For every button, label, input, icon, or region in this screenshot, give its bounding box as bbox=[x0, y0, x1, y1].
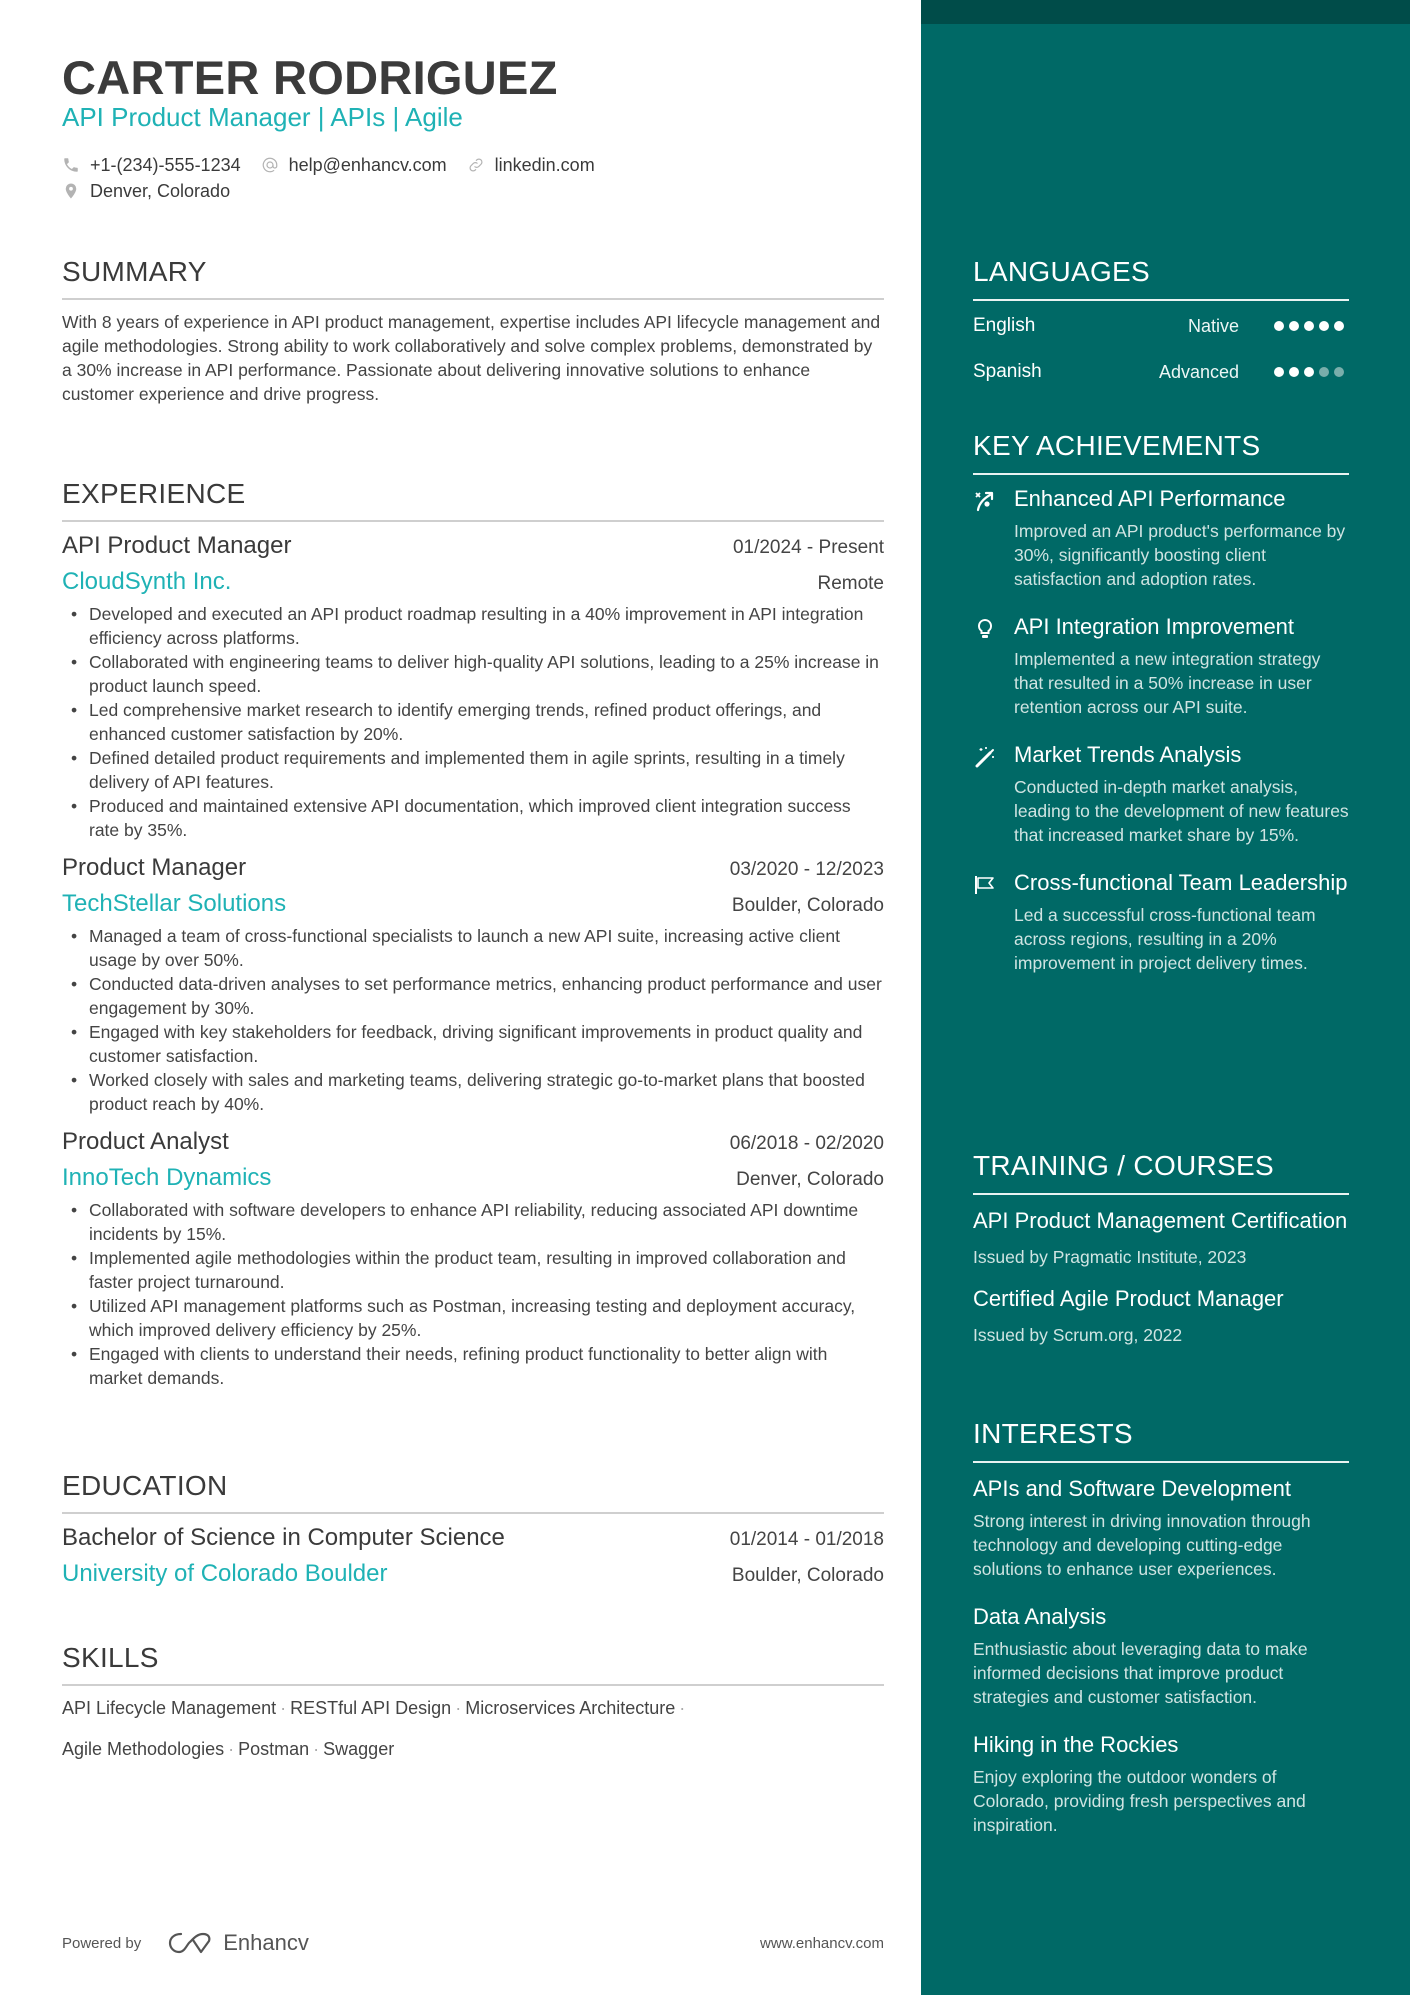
magic-wand-icon bbox=[973, 745, 997, 769]
bullet-item: • Developed and executed an API product roadmap resulting in a 40% improvement in API integration efficiency across platforms. bbox=[62, 602, 884, 650]
contact-location bbox=[62, 181, 230, 202]
at-icon bbox=[261, 156, 279, 174]
flag-icon bbox=[973, 873, 997, 897]
bullet-item: • Implemented agile methodologies within the product team, resulting in improved collaboration and faster project turnaround. bbox=[62, 1246, 884, 1294]
bullet-item: • Collaborated with software developers to enhance API reliability, reducing associated API downtime incidents by 15%. bbox=[62, 1198, 884, 1246]
brand-name: Enhancv bbox=[223, 1930, 309, 1955]
interests-section bbox=[973, 1418, 1349, 1837]
language-item bbox=[973, 349, 1349, 395]
link-text[interactable]: linkedin.com bbox=[494, 154, 595, 175]
skills-section bbox=[62, 1642, 884, 1770]
summary-text: With 8 years of experience in API product management, expertise includes API lifecycle management and agile methodologies. Strong ability to work collaboratively and solve complex problems, demonstrated by a 30% increase in API performance. Passionate about delivering innovative solutions to enhance customer experience and drive progress. bbox=[62, 312, 881, 404]
sidebar-top-bar bbox=[921, 0, 1410, 24]
experience-section bbox=[62, 478, 884, 1390]
dot-filled bbox=[1289, 321, 1299, 331]
training-section bbox=[973, 1150, 1349, 1347]
dot-empty bbox=[1334, 367, 1344, 377]
dot-filled bbox=[1319, 321, 1329, 331]
contact-link[interactable] bbox=[467, 155, 595, 176]
job-location: Denver, Colorado bbox=[736, 1169, 884, 1190]
school: University of Colorado Boulder bbox=[62, 1560, 388, 1587]
job-entry bbox=[62, 1128, 884, 1390]
divider bbox=[62, 1684, 884, 1686]
achievement-desc: Conducted in-depth market analysis, leading to the development of new features that increased market share by 15%. bbox=[1014, 777, 1349, 845]
bullet-item: • Produced and maintained extensive API documentation, which improved client integration success rate by 35%. bbox=[62, 794, 884, 842]
email-text[interactable]: help@enhancv.com bbox=[288, 154, 447, 175]
contact-info bbox=[62, 152, 615, 204]
job-entry bbox=[62, 532, 884, 842]
achievement-desc: Implemented a new integration strategy that resulted in a 50% increase in user retention across our API suite. bbox=[1014, 649, 1321, 717]
interest-desc: Enthusiastic about leveraging data to make informed decisions that improve product strategies and customer satisfaction. bbox=[973, 1639, 1308, 1707]
skill-tag: Microservices Architecture bbox=[465, 1698, 676, 1718]
section-title: SKILLS bbox=[62, 1642, 159, 1673]
separator: · bbox=[280, 1698, 287, 1718]
language-name: Spanish bbox=[973, 361, 1042, 382]
job-bullets bbox=[62, 924, 884, 1116]
separator: · bbox=[679, 1698, 686, 1718]
divider bbox=[973, 1461, 1349, 1463]
bullet-item: • Defined detailed product requirements and implemented them in agile sprints, resulting in a timely delivery of API features. bbox=[62, 746, 884, 794]
dot-filled bbox=[1304, 321, 1314, 331]
job-title: Product Manager bbox=[62, 854, 247, 881]
achievement-desc: Led a successful cross-functional team across regions, resulting in a 20% improvement in project delivery times. bbox=[1014, 905, 1316, 973]
job-bullets bbox=[62, 602, 884, 842]
achievement-desc: Improved an API product's performance by 30%, significantly boosting client satisfaction and adoption rates. bbox=[1014, 521, 1346, 589]
education-location: Boulder, Colorado bbox=[731, 1565, 884, 1586]
contact-phone bbox=[62, 155, 241, 176]
separator: · bbox=[313, 1739, 320, 1759]
section-title: TRAINING / COURSES bbox=[973, 1150, 1274, 1181]
job-entry bbox=[62, 854, 884, 1116]
achievement-item bbox=[973, 741, 1349, 847]
bullet-item: • Managed a team of cross-functional specialists to launch a new API suite, increasing active client usage by over 50%. bbox=[62, 924, 884, 972]
enhancv-logo[interactable] bbox=[167, 1930, 309, 1956]
interest-title: Hiking in the Rockies bbox=[973, 1732, 1179, 1757]
bullet-item: • Led comprehensive market research to identify emerging trends, refined product offerings, and enhanced customer satisfaction by 20%. bbox=[62, 698, 884, 746]
section-title: LANGUAGES bbox=[973, 256, 1150, 287]
skill-tag: RESTful API Design bbox=[290, 1698, 452, 1718]
job-location: Boulder, Colorado bbox=[731, 895, 884, 916]
phone-icon bbox=[62, 156, 80, 174]
lightbulb-icon bbox=[973, 617, 997, 641]
divider bbox=[973, 473, 1349, 475]
divider bbox=[62, 520, 884, 522]
course-issuer: Issued by Pragmatic Institute, 2023 bbox=[973, 1247, 1247, 1267]
summary-section bbox=[62, 256, 884, 406]
skill-tag: API Lifecycle Management bbox=[62, 1698, 277, 1718]
dot-filled bbox=[1334, 321, 1344, 331]
proficiency-dots bbox=[1274, 367, 1349, 377]
job-bullets bbox=[62, 1198, 884, 1390]
skill-tag: Postman bbox=[238, 1739, 310, 1759]
section-title: EDUCATION bbox=[62, 1470, 228, 1501]
headline: API Product Manager | APIs | Agile bbox=[62, 102, 463, 132]
job-company: CloudSynth Inc. bbox=[62, 568, 232, 595]
skill-tag: Agile Methodologies bbox=[62, 1739, 225, 1759]
bullet-item: • Engaged with clients to understand their needs, refining product functionality to better align with market demands. bbox=[62, 1342, 884, 1390]
powered-by-label: Powered by bbox=[62, 1934, 142, 1952]
achievements-section bbox=[973, 430, 1349, 975]
divider bbox=[62, 298, 884, 300]
section-title: INTERESTS bbox=[973, 1418, 1133, 1449]
achievement-item bbox=[973, 869, 1349, 975]
interest-desc: Strong interest in driving innovation through technology and developing cutting-edge solutions to enhance user experiences. bbox=[973, 1511, 1311, 1579]
skills-line bbox=[62, 1729, 884, 1770]
achievement-title: Market Trends Analysis bbox=[1014, 742, 1242, 767]
footer-url[interactable]: www.enhancv.com bbox=[760, 1934, 884, 1952]
achievement-title: Cross-functional Team Leadership bbox=[1014, 870, 1348, 895]
course-item bbox=[973, 1285, 1349, 1347]
achievement-item bbox=[973, 485, 1349, 591]
bullet-item: • Utilized API management platforms such as Postman, increasing testing and deployment accuracy, which improved delivery efficiency by 25%. bbox=[62, 1294, 884, 1342]
footer bbox=[62, 1930, 884, 1956]
languages-section bbox=[973, 256, 1349, 395]
link-icon bbox=[467, 156, 485, 174]
education-section bbox=[62, 1470, 884, 1588]
dot-filled bbox=[1304, 367, 1314, 377]
dot-filled bbox=[1289, 367, 1299, 377]
language-level: Advanced bbox=[1158, 361, 1239, 382]
skill-tag: Swagger bbox=[323, 1739, 395, 1759]
achievement-title: API Integration Improvement bbox=[1014, 614, 1295, 639]
chart-arrow-icon bbox=[973, 489, 997, 513]
divider bbox=[62, 1512, 884, 1514]
dot-filled bbox=[1274, 367, 1284, 377]
job-location: Remote bbox=[817, 573, 884, 594]
interest-item bbox=[973, 1731, 1349, 1837]
achievement-item bbox=[973, 613, 1349, 719]
achievement-title: Enhanced API Performance bbox=[1014, 486, 1286, 511]
section-title: SUMMARY bbox=[62, 256, 207, 287]
candidate-name: CARTER RODRIGUEZ bbox=[62, 51, 558, 104]
job-company: TechStellar Solutions bbox=[62, 890, 287, 917]
course-item bbox=[973, 1207, 1349, 1269]
course-title: API Product Management Certification bbox=[973, 1208, 1348, 1233]
phone-text: +1-(234)-555-1234 bbox=[90, 154, 241, 175]
divider bbox=[973, 1193, 1349, 1195]
separator: · bbox=[228, 1739, 235, 1759]
language-name: English bbox=[973, 315, 1036, 336]
degree: Bachelor of Science in Computer Science bbox=[62, 1524, 505, 1551]
contact-email[interactable] bbox=[261, 155, 447, 176]
language-level: Native bbox=[1187, 315, 1239, 336]
bullet-item: • Collaborated with engineering teams to deliver high-quality API solutions, leading to a 25% increase in product launch speed. bbox=[62, 650, 884, 698]
location-text: Denver, Colorado bbox=[90, 180, 231, 201]
skills-line bbox=[62, 1688, 884, 1729]
section-title: KEY ACHIEVEMENTS bbox=[973, 430, 1261, 461]
interest-title: APIs and Software Development bbox=[973, 1476, 1291, 1501]
bullet-item: • Worked closely with sales and marketing teams, delivering strategic go-to-market plans that boosted product reach by 40%. bbox=[62, 1068, 884, 1116]
course-issuer: Issued by Scrum.org, 2022 bbox=[973, 1325, 1183, 1345]
dot-empty bbox=[1319, 367, 1329, 377]
job-company: InnoTech Dynamics bbox=[62, 1164, 272, 1191]
enhancv-logo-icon bbox=[167, 1930, 213, 1956]
location-pin-icon bbox=[62, 182, 80, 200]
divider bbox=[973, 299, 1349, 301]
sidebar bbox=[921, 0, 1410, 1995]
education-entry bbox=[62, 1524, 884, 1588]
job-title: API Product Manager bbox=[62, 532, 292, 559]
interest-title: Data Analysis bbox=[973, 1604, 1107, 1629]
job-dates: 01/2024 - Present bbox=[732, 537, 884, 558]
job-dates: 06/2018 - 02/2020 bbox=[729, 1133, 884, 1154]
proficiency-dots bbox=[1274, 321, 1349, 331]
interest-item bbox=[973, 1603, 1349, 1709]
separator: · bbox=[455, 1698, 462, 1718]
job-dates: 03/2020 - 12/2023 bbox=[729, 859, 884, 880]
section-title: EXPERIENCE bbox=[62, 478, 246, 509]
bullet-item: • Conducted data-driven analyses to set performance metrics, enhancing product performance and user engagement by 30%. bbox=[62, 972, 884, 1020]
dot-filled bbox=[1274, 321, 1284, 331]
bullet-item: • Engaged with key stakeholders for feedback, driving significant improvements in product quality and customer satisfaction. bbox=[62, 1020, 884, 1068]
education-dates: 01/2014 - 01/2018 bbox=[729, 1529, 884, 1550]
course-title: Certified Agile Product Manager bbox=[973, 1286, 1284, 1311]
language-item bbox=[973, 303, 1349, 349]
interest-desc: Enjoy exploring the outdoor wonders of Colorado, providing fresh perspectives and inspiration. bbox=[973, 1767, 1306, 1835]
interest-item bbox=[973, 1475, 1349, 1581]
job-title: Product Analyst bbox=[62, 1128, 229, 1155]
